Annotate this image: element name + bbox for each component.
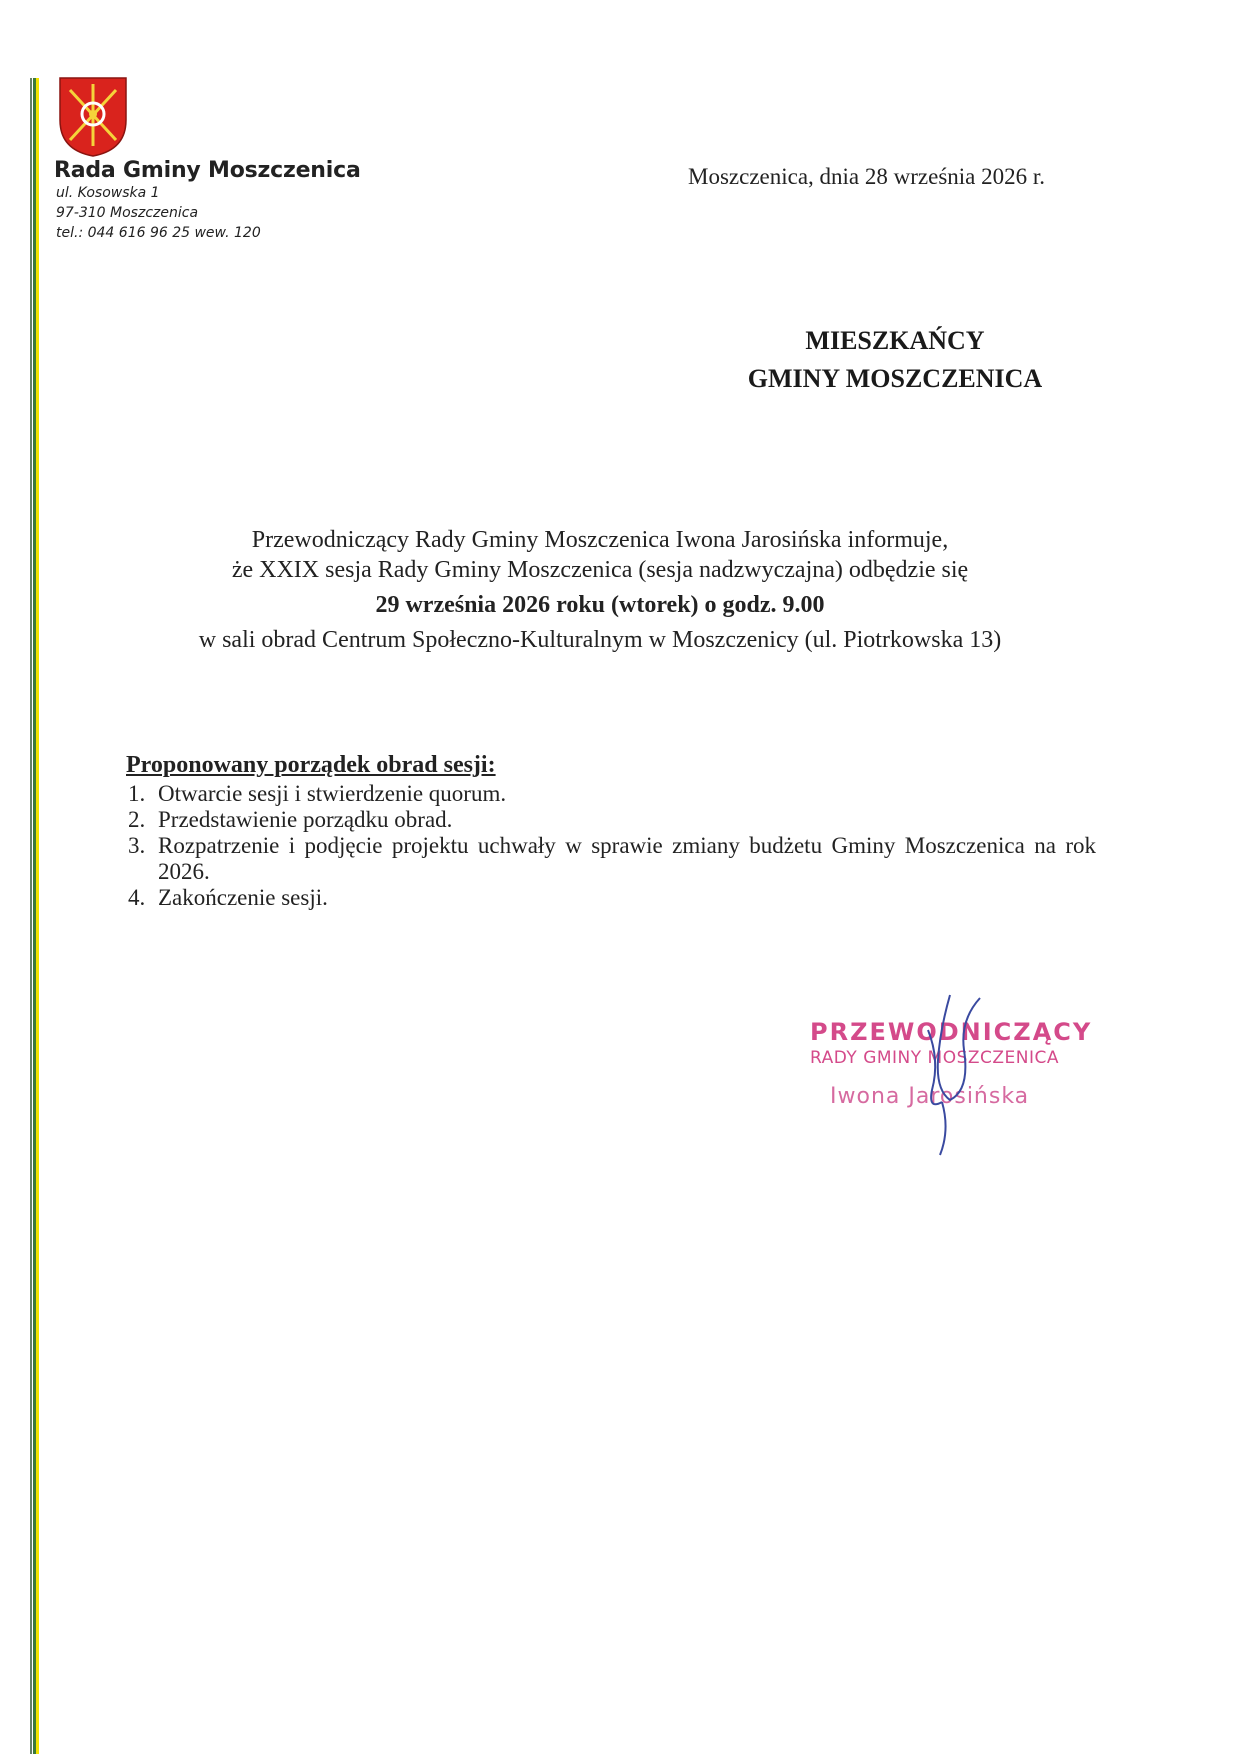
- agenda-item: [126, 833, 1096, 885]
- addressee-line-1: MIESZKAŃCY: [805, 326, 985, 355]
- announcement-line-1: Przewodniczący Rady Gminy Moszczenica Iwona Jarosińska informuje,: [251, 527, 949, 553]
- agenda-item-number: 2.: [128, 807, 146, 832]
- announcement-line-2: że XXIX sesja Rady Gminy Moszczenica (sesja nadzwyczajna) odbędzie się: [231, 557, 969, 583]
- stamp-title: PRZEWODNICZĄCY: [810, 1018, 1093, 1046]
- letterhead: [54, 158, 361, 243]
- coat-of-arms-icon: [58, 76, 128, 158]
- margin-line-yellow: [36, 78, 39, 1754]
- agenda-item-text: Rozpatrzenie i podjęcie projektu uchwały w sprawie zmiany budżetu Gminy Moszczenica na rok 2026.: [158, 833, 1096, 884]
- phone-number: tel.: 044 616 96 25 wew. 120: [56, 225, 261, 241]
- announcement-line-4: w sali obrad Centrum Społeczno-Kulturalnym w Moszczenicy (ul. Piotrkowska 13): [198, 627, 1002, 653]
- agenda-item-text: Przedstawienie porządku obrad.: [158, 807, 453, 832]
- date-line: Moszczenica, dnia 28 września 2026 r.: [688, 164, 1046, 189]
- agenda-item-number: 4.: [128, 885, 146, 910]
- margin-line-dark: [30, 78, 32, 1754]
- agenda-item: [126, 885, 1096, 911]
- agenda-list: [126, 781, 1096, 911]
- agenda-item-number: 3.: [128, 833, 146, 858]
- addressee-line-2: GMINY MOSZCZENICA: [747, 364, 1043, 393]
- street-address: ul. Kosowska 1: [56, 185, 160, 201]
- agenda-title: Proponowany porządek obrad sesji:: [126, 752, 496, 778]
- session-date: 29 września 2026 roku (wtorek) o godz. 9.00: [375, 592, 825, 618]
- agenda: [126, 752, 1096, 911]
- addressee: [700, 322, 1090, 398]
- handwritten-signature: [880, 990, 1010, 1160]
- postal-address: 97-310 Moszczenica: [56, 205, 199, 221]
- agenda-item: [126, 807, 1096, 833]
- agenda-item: [126, 781, 1096, 807]
- agenda-item-text: Zakończenie sesji.: [158, 885, 328, 910]
- agenda-item-number: 1.: [128, 781, 146, 806]
- stamp-name: Iwona Jarosińska: [830, 1084, 1030, 1109]
- agenda-item-text: Otwarcie sesji i stwierdzenie quorum.: [158, 781, 507, 806]
- organization-name: Rada Gminy Moszczenica: [54, 158, 361, 183]
- stamp-subtitle: RADY GMINY MOSZCZENICA: [810, 1048, 1060, 1068]
